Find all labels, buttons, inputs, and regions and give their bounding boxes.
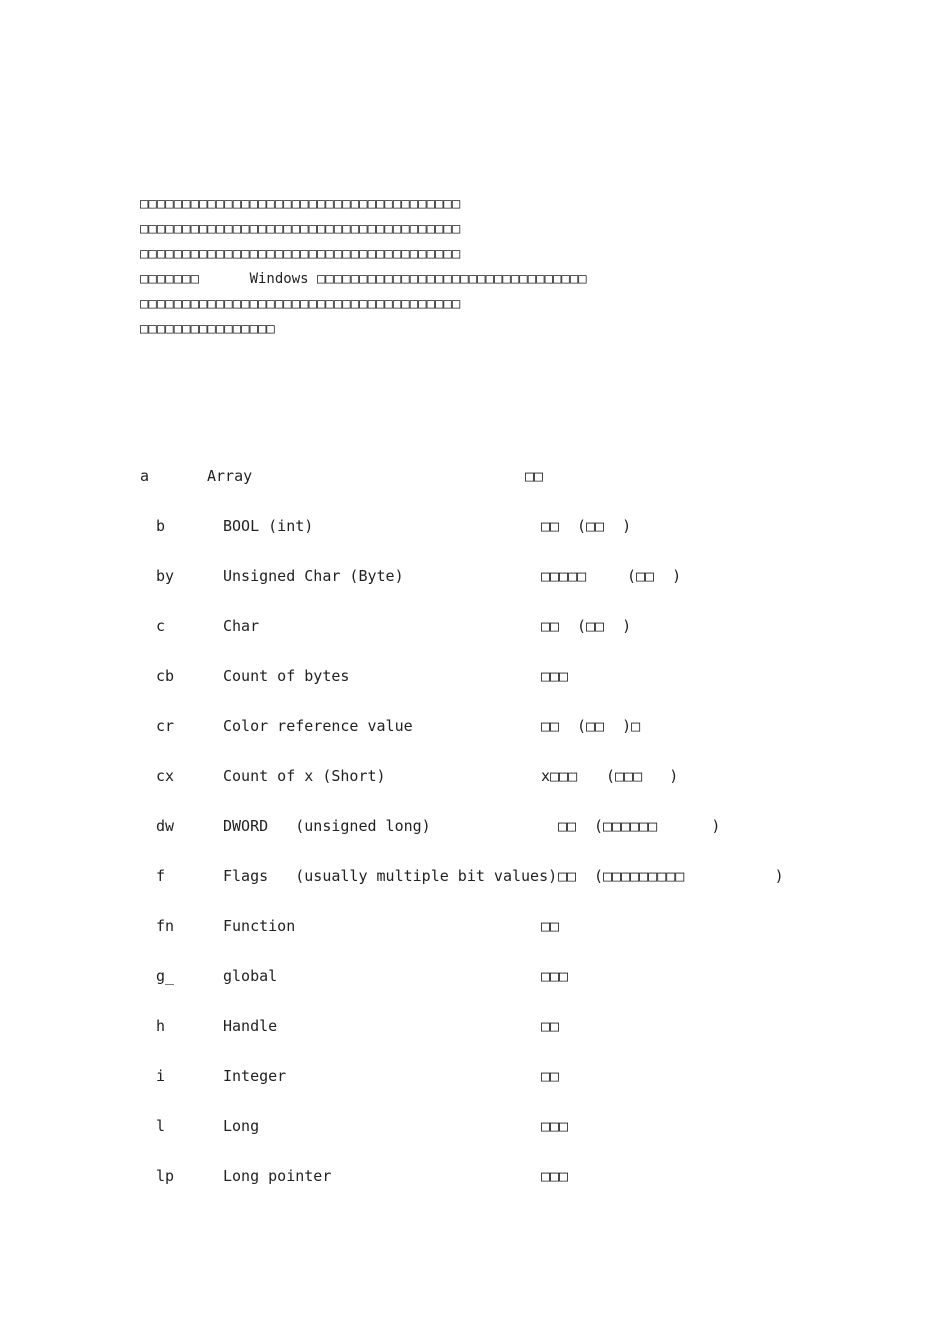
prefix-cell: b bbox=[156, 517, 166, 535]
type-cell: BOOL (int) bbox=[223, 517, 314, 535]
note-cell: (□□ ) bbox=[627, 567, 682, 585]
type-cell: Integer bbox=[223, 1067, 287, 1085]
intro-paragraph bbox=[140, 192, 780, 342]
desc-cell: □□□ bbox=[541, 1117, 569, 1135]
note-cell: (□□□ ) bbox=[606, 767, 679, 785]
intro-line: □□□□□□□□□□□□□□□□□□□□□□□□□□□□□□□□□□□□□□ bbox=[140, 246, 461, 262]
desc-cell: □□□ bbox=[541, 667, 569, 685]
desc-cell: □□ bbox=[541, 517, 560, 535]
intro-line: □□□□□□□□□□□□□□□□□□□□□□□□□□□□□□□□□□□□□□ bbox=[140, 196, 461, 212]
note-cell: (□□□□□□ ) bbox=[594, 817, 721, 835]
table-row bbox=[156, 664, 856, 688]
intro-line: □□□□□□□□□□□□□□□□□□□□□□□□□□□□□□□□□□□□□□ bbox=[140, 221, 461, 237]
prefix-cell: h bbox=[156, 1017, 166, 1035]
table-row bbox=[156, 714, 856, 738]
type-cell: global bbox=[223, 967, 278, 985]
type-cell: Array bbox=[207, 467, 253, 485]
desc-cell: □□□□□ bbox=[541, 567, 587, 585]
table-row bbox=[156, 564, 856, 588]
table-row bbox=[156, 1014, 856, 1038]
table-row bbox=[156, 864, 876, 888]
table-row bbox=[156, 814, 856, 838]
type-cell: Function bbox=[223, 917, 296, 935]
prefix-cell: cx bbox=[156, 767, 175, 785]
prefix-cell: c bbox=[156, 617, 166, 635]
note-cell: (□□ ) bbox=[577, 617, 632, 635]
table-row bbox=[156, 1114, 856, 1138]
type-cell: Unsigned Char (Byte) bbox=[223, 567, 404, 585]
intro-line: □□□□□□□□□□□□□□□□□□□□□□□□□□□□□□□□□□□□□□ bbox=[140, 296, 461, 312]
table-row bbox=[156, 964, 856, 988]
desc-cell: □□□ bbox=[541, 967, 569, 985]
desc-cell: x□□□ bbox=[541, 767, 578, 785]
prefix-cell: fn bbox=[156, 917, 175, 935]
type-cell: Long pointer bbox=[223, 1167, 332, 1185]
type-cell: Flags (usually multiple bit values) bbox=[223, 867, 558, 885]
desc-cell: □□ bbox=[558, 867, 577, 885]
table-row bbox=[156, 914, 856, 938]
desc-cell: □□ bbox=[541, 717, 560, 735]
note-cell: (□□ )□ bbox=[577, 717, 641, 735]
desc-cell: □□ bbox=[541, 1017, 560, 1035]
prefix-cell: cb bbox=[156, 667, 175, 685]
type-cell: Color reference value bbox=[223, 717, 413, 735]
prefix-cell: by bbox=[156, 567, 175, 585]
type-cell: Long bbox=[223, 1117, 260, 1135]
table-row bbox=[156, 764, 856, 788]
prefix-cell: lp bbox=[156, 1167, 175, 1185]
desc-cell: □□ bbox=[541, 917, 560, 935]
note-cell: (□□□□□□□□□ ) bbox=[594, 867, 784, 885]
prefix-cell: i bbox=[156, 1067, 166, 1085]
desc-cell: □□□ bbox=[541, 1167, 569, 1185]
table-row bbox=[156, 1164, 856, 1188]
table-row bbox=[156, 614, 856, 638]
prefix-cell: cr bbox=[156, 717, 175, 735]
type-cell: DWORD (unsigned long) bbox=[223, 817, 431, 835]
prefix-cell: l bbox=[156, 1117, 166, 1135]
type-cell: Handle bbox=[223, 1017, 278, 1035]
prefix-cell: f bbox=[156, 867, 166, 885]
type-cell: Count of x (Short) bbox=[223, 767, 386, 785]
prefix-cell: dw bbox=[156, 817, 175, 835]
desc-cell: □□ bbox=[558, 817, 577, 835]
prefix-cell: g_ bbox=[156, 967, 175, 985]
type-cell: Char bbox=[223, 617, 260, 635]
intro-line: □□□□□□□ Windows □□□□□□□□□□□□□□□□□□□□□□□□□□□□□□□□ bbox=[140, 271, 587, 287]
note-cell: (□□ ) bbox=[577, 517, 632, 535]
table-row bbox=[156, 514, 856, 538]
type-cell: Count of bytes bbox=[223, 667, 350, 685]
table-row bbox=[156, 1064, 856, 1088]
desc-cell: □□ bbox=[541, 617, 560, 635]
table-row bbox=[140, 464, 840, 488]
desc-cell: □□ bbox=[541, 1067, 560, 1085]
intro-line: □□□□□□□□□□□□□□□□ bbox=[140, 321, 275, 337]
desc-cell: □□ bbox=[525, 467, 544, 485]
prefix-cell: a bbox=[140, 467, 150, 485]
